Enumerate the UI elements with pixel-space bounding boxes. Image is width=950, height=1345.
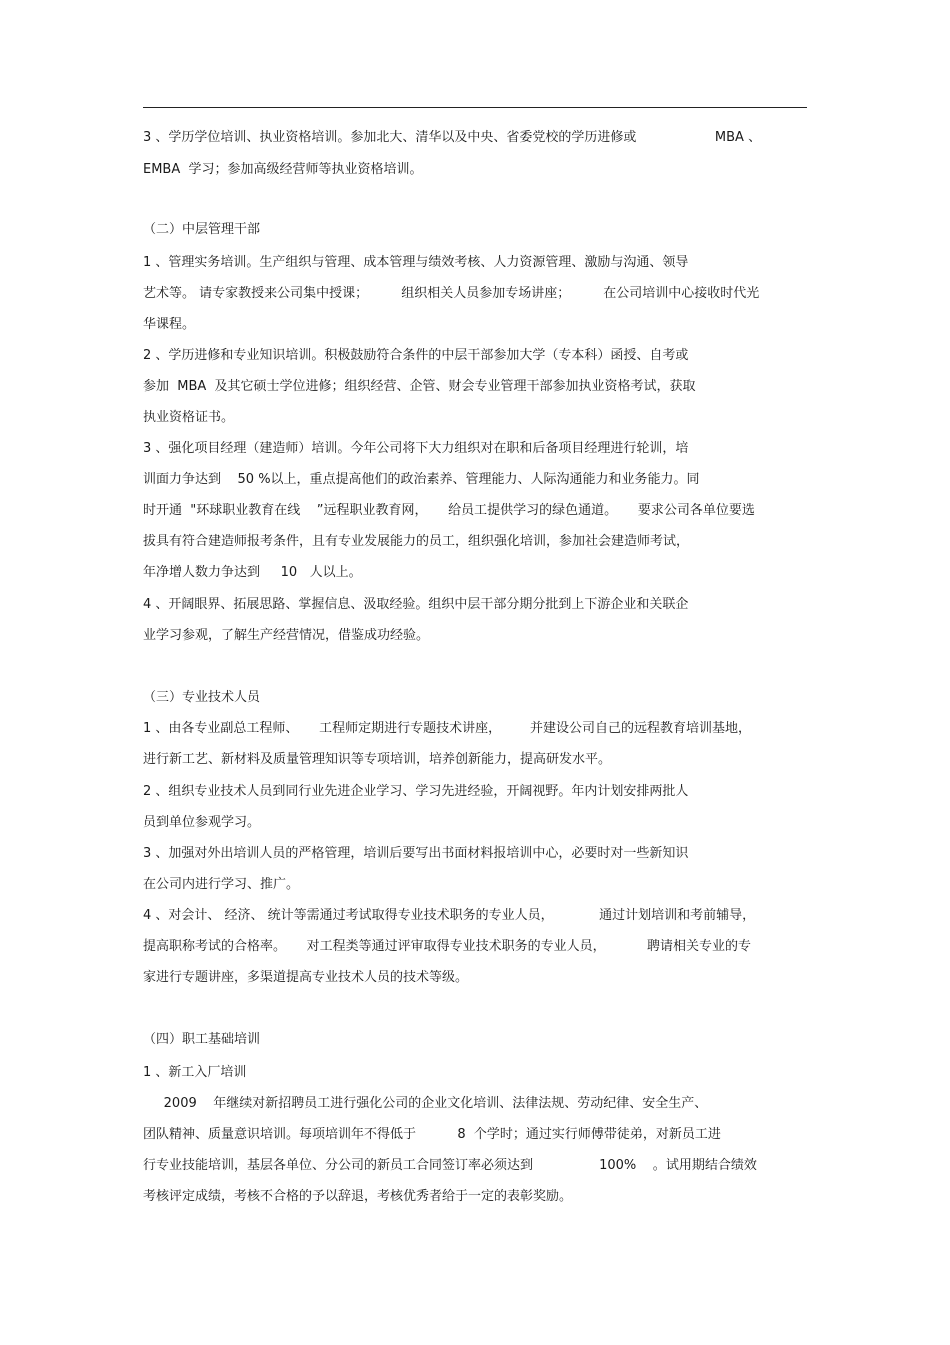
text-line: 1 、新工入厂培训 bbox=[143, 1065, 247, 1080]
text-line: 团队精神、质量意识培训。每项培训年不得低于 8 个学时；通过实行师傅带徒弟，对新员工进 bbox=[143, 1127, 721, 1142]
text-line: 时开通 "环球职业教育在线 ”远程职业教育网， 给员工提供学习的绿色通道。 要求公司各单位要选 bbox=[143, 503, 755, 518]
header-rule bbox=[143, 107, 807, 108]
text-line: 训面力争达到 50 %以上，重点提高他们的政治素养、管理能力、人际沟通能力和业务能力。同 bbox=[143, 472, 700, 487]
text-line: 华课程。 bbox=[143, 317, 196, 332]
text-line: 1 、管理实务培训。生产组织与管理、成本管理与绩效考核、人力资源管理、激励与沟通、领导 bbox=[143, 255, 689, 270]
text-line: 4 、对会计、 经济、 统计等需通过考试取得专业技术职务的专业人员， 通过计划培训和考前辅导， bbox=[143, 908, 756, 923]
section-heading: （四）职工基础培训 bbox=[143, 1032, 261, 1047]
text-line: 执业资格证书。 bbox=[143, 410, 235, 425]
text-line: 参加 MBA 及其它硕士学位进修；组织经营、企管、财会专业管理干部参加执业资格考试，获取 bbox=[143, 379, 696, 394]
text-line: 提高职称考试的合格率。 对工程类等通过评审取得专业技术职务的专业人员， 聘请相关专业的专 bbox=[143, 939, 751, 954]
text-line: 拔具有符合建造师报考条件，且有专业发展能力的员工，组织强化培训，参加社会建造师考试， bbox=[143, 534, 690, 549]
text-line: 员到单位参观学习。 bbox=[143, 815, 261, 830]
text-line: 业学习参观，了解生产经营情况，借鉴成功经验。 bbox=[143, 628, 430, 643]
text-line: 在公司内进行学习、推广。 bbox=[143, 877, 300, 892]
text-line: 3 、学历学位培训、执业资格培训。参加北大、清华以及中央、省委党校的学历进修或 MBA 、 bbox=[143, 130, 762, 145]
text-line: 2009 年继续对新招聘员工进行强化公司的企业文化培训、法律法规、劳动纪律、安全生产、 bbox=[143, 1096, 708, 1111]
text-line: 年净增人数力争达到 10 人以上。 bbox=[143, 565, 362, 580]
text-line: 4 、开阔眼界、拓展思路、掌握信息、汲取经验。组织中层干部分期分批到上下游企业和关联企 bbox=[143, 597, 689, 612]
text-line: 家进行专题讲座，多渠道提高专业技术人员的技术等级。 bbox=[143, 970, 469, 985]
text-line: 考核评定成绩，考核不合格的予以辞退，考核优秀者给于一定的表彰奖励。 bbox=[143, 1189, 573, 1204]
text-line: 2 、学历进修和专业知识培训。积极鼓励符合条件的中层干部参加大学（专本科）函授、自考或 bbox=[143, 348, 689, 363]
text-line: 3 、加强对外出培训人员的严格管理，培训后要写出书面材料报培训中心，必要时对一些新知识 bbox=[143, 846, 689, 861]
section-heading: （三）专业技术人员 bbox=[143, 690, 261, 705]
text-line: 进行新工艺、新材料及质量管理知识等专项培训，培养创新能力，提高研发水平。 bbox=[143, 752, 612, 767]
section-heading: （二）中层管理干部 bbox=[143, 222, 261, 237]
text-line: 1 、由各专业副总工程师、 工程师定期进行专题技术讲座， 并建设公司自己的远程教育培训基地， bbox=[143, 721, 751, 736]
text-line: EMBA 学习；参加高级经营师等执业资格培训。 bbox=[143, 162, 423, 177]
text-line: 3 、强化项目经理（建造师）培训。今年公司将下大力组织对在职和后备项目经理进行轮训，培 bbox=[143, 441, 689, 456]
text-line: 行专业技能培训，基层各单位、分公司的新员工合同签订率必须达到 100% 。试用期结合绩效 bbox=[143, 1158, 757, 1173]
text-line: 艺术等。 请专家教授来公司集中授课； 组织相关人员参加专场讲座； 在公司培训中心接收时代光 bbox=[143, 286, 760, 301]
text-line: 2 、组织专业技术人员到同行业先进企业学习、学习先进经验，开阔视野。年内计划安排两批人 bbox=[143, 784, 689, 799]
